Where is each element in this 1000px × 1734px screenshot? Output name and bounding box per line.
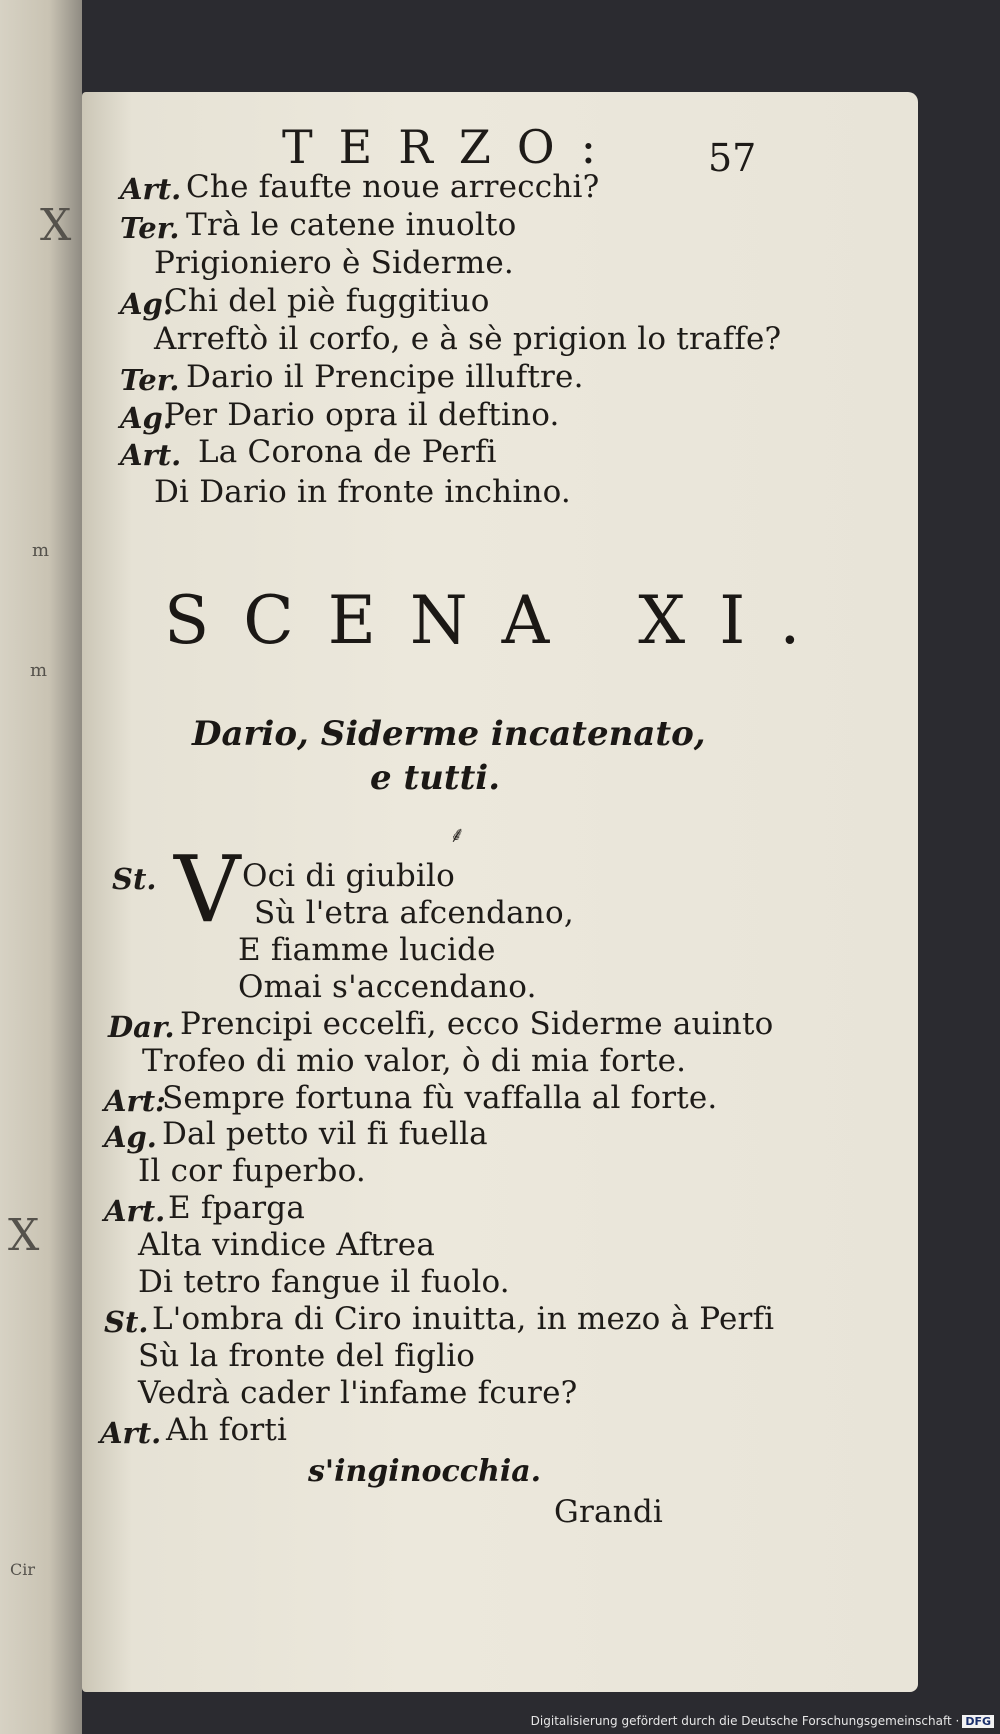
speaker-label: Art. (100, 1416, 162, 1450)
dfg-logo: DFG (962, 1715, 994, 1728)
speaker-label: St. (112, 862, 157, 896)
facing-page-edge (0, 0, 82, 1734)
verse-line: Di tetro fangue il fuolo. (138, 1264, 510, 1300)
verse-line: L'ombra di Ciro inuitta, in mezo à Perfi (152, 1301, 775, 1337)
dramatis-personae-line: e tutti. (370, 758, 501, 798)
verse-line: Sù l'etra afcendano, (254, 895, 574, 931)
speaker-label: St. (104, 1305, 149, 1339)
verse-line: Trà le catene inuolto (186, 207, 517, 243)
drop-cap: V (174, 836, 241, 943)
bleed-mark: m (30, 660, 48, 681)
verse-line: Ah forti (166, 1412, 288, 1448)
page-number: 57 (708, 136, 757, 180)
verse-line: Per Dario opra il deftino. (164, 397, 560, 433)
speaker-label: Art. (120, 172, 182, 206)
verse-line: Alta vindice Aftrea (138, 1227, 436, 1263)
verse-line: Prigioniero è Siderme. (154, 245, 514, 281)
speaker-label: Ag. (120, 401, 173, 435)
verse-line: La Corona de Perfi (198, 434, 497, 470)
running-title: TERZO: (282, 120, 623, 174)
verse-line: Prencipi eccelfi, ecco Siderme auinto (180, 1006, 774, 1042)
dramatis-personae-line: Dario, Siderme incatenato, (192, 714, 706, 754)
verse-line: Dal petto vil fi fuella (162, 1116, 488, 1152)
speaker-label: Art. (104, 1194, 166, 1228)
verse-line: Oci di giubilo (242, 858, 456, 894)
bleed-mark: X (40, 200, 72, 251)
scene-heading: SCENA XI. (164, 582, 835, 659)
verse-line: Chi del piè fuggitiuo (164, 283, 490, 319)
catchword: Grandi (554, 1494, 663, 1530)
speaker-label: Art: (104, 1084, 166, 1118)
verse-line: Arreftò il corfo, e à sè prigion lo traffe? (154, 321, 782, 357)
bleed-mark: X (8, 1210, 40, 1261)
speaker-label: Dar. (108, 1010, 175, 1044)
verse-line: Che faufte noue arrecchi? (186, 169, 600, 205)
fleuron-ornament-icon: ⸙ (449, 823, 466, 848)
verse-line: Trofeo di mio valor, ò di mia forte. (142, 1043, 687, 1079)
bleed-mark: Cir (10, 1560, 36, 1579)
verse-line: Di Dario in fronte inchino. (154, 474, 571, 510)
verse-line: Il cor fuperbo. (138, 1153, 366, 1189)
verse-line: Sempre fortuna fù vaffalla al forte. (162, 1080, 718, 1116)
stage-direction: s'inginocchia. (308, 1454, 542, 1489)
verse-line: E fparga (168, 1190, 306, 1226)
bleed-mark: m (32, 540, 50, 561)
credit-text: Digitalisierung gefördert durch die Deutsche Forschungsgemeinschaft · (530, 1714, 960, 1728)
speaker-label: Ter. (120, 363, 180, 397)
speaker-label: Ter. (120, 211, 180, 245)
verse-line: E fiamme lucide (238, 932, 496, 968)
speaker-label: Ag. (104, 1120, 157, 1154)
book-page (82, 92, 918, 1692)
verse-line: Dario il Prencipe illuftre. (186, 359, 584, 395)
digitization-credit (531, 1714, 994, 1728)
verse-line: Sù la fronte del figlio (138, 1338, 476, 1374)
speaker-label: Ag. (120, 287, 173, 321)
verse-line: Omai s'accendano. (238, 969, 537, 1005)
verse-line: Vedrà cader l'infame fcure? (138, 1375, 578, 1411)
speaker-label: Art. (120, 438, 182, 472)
